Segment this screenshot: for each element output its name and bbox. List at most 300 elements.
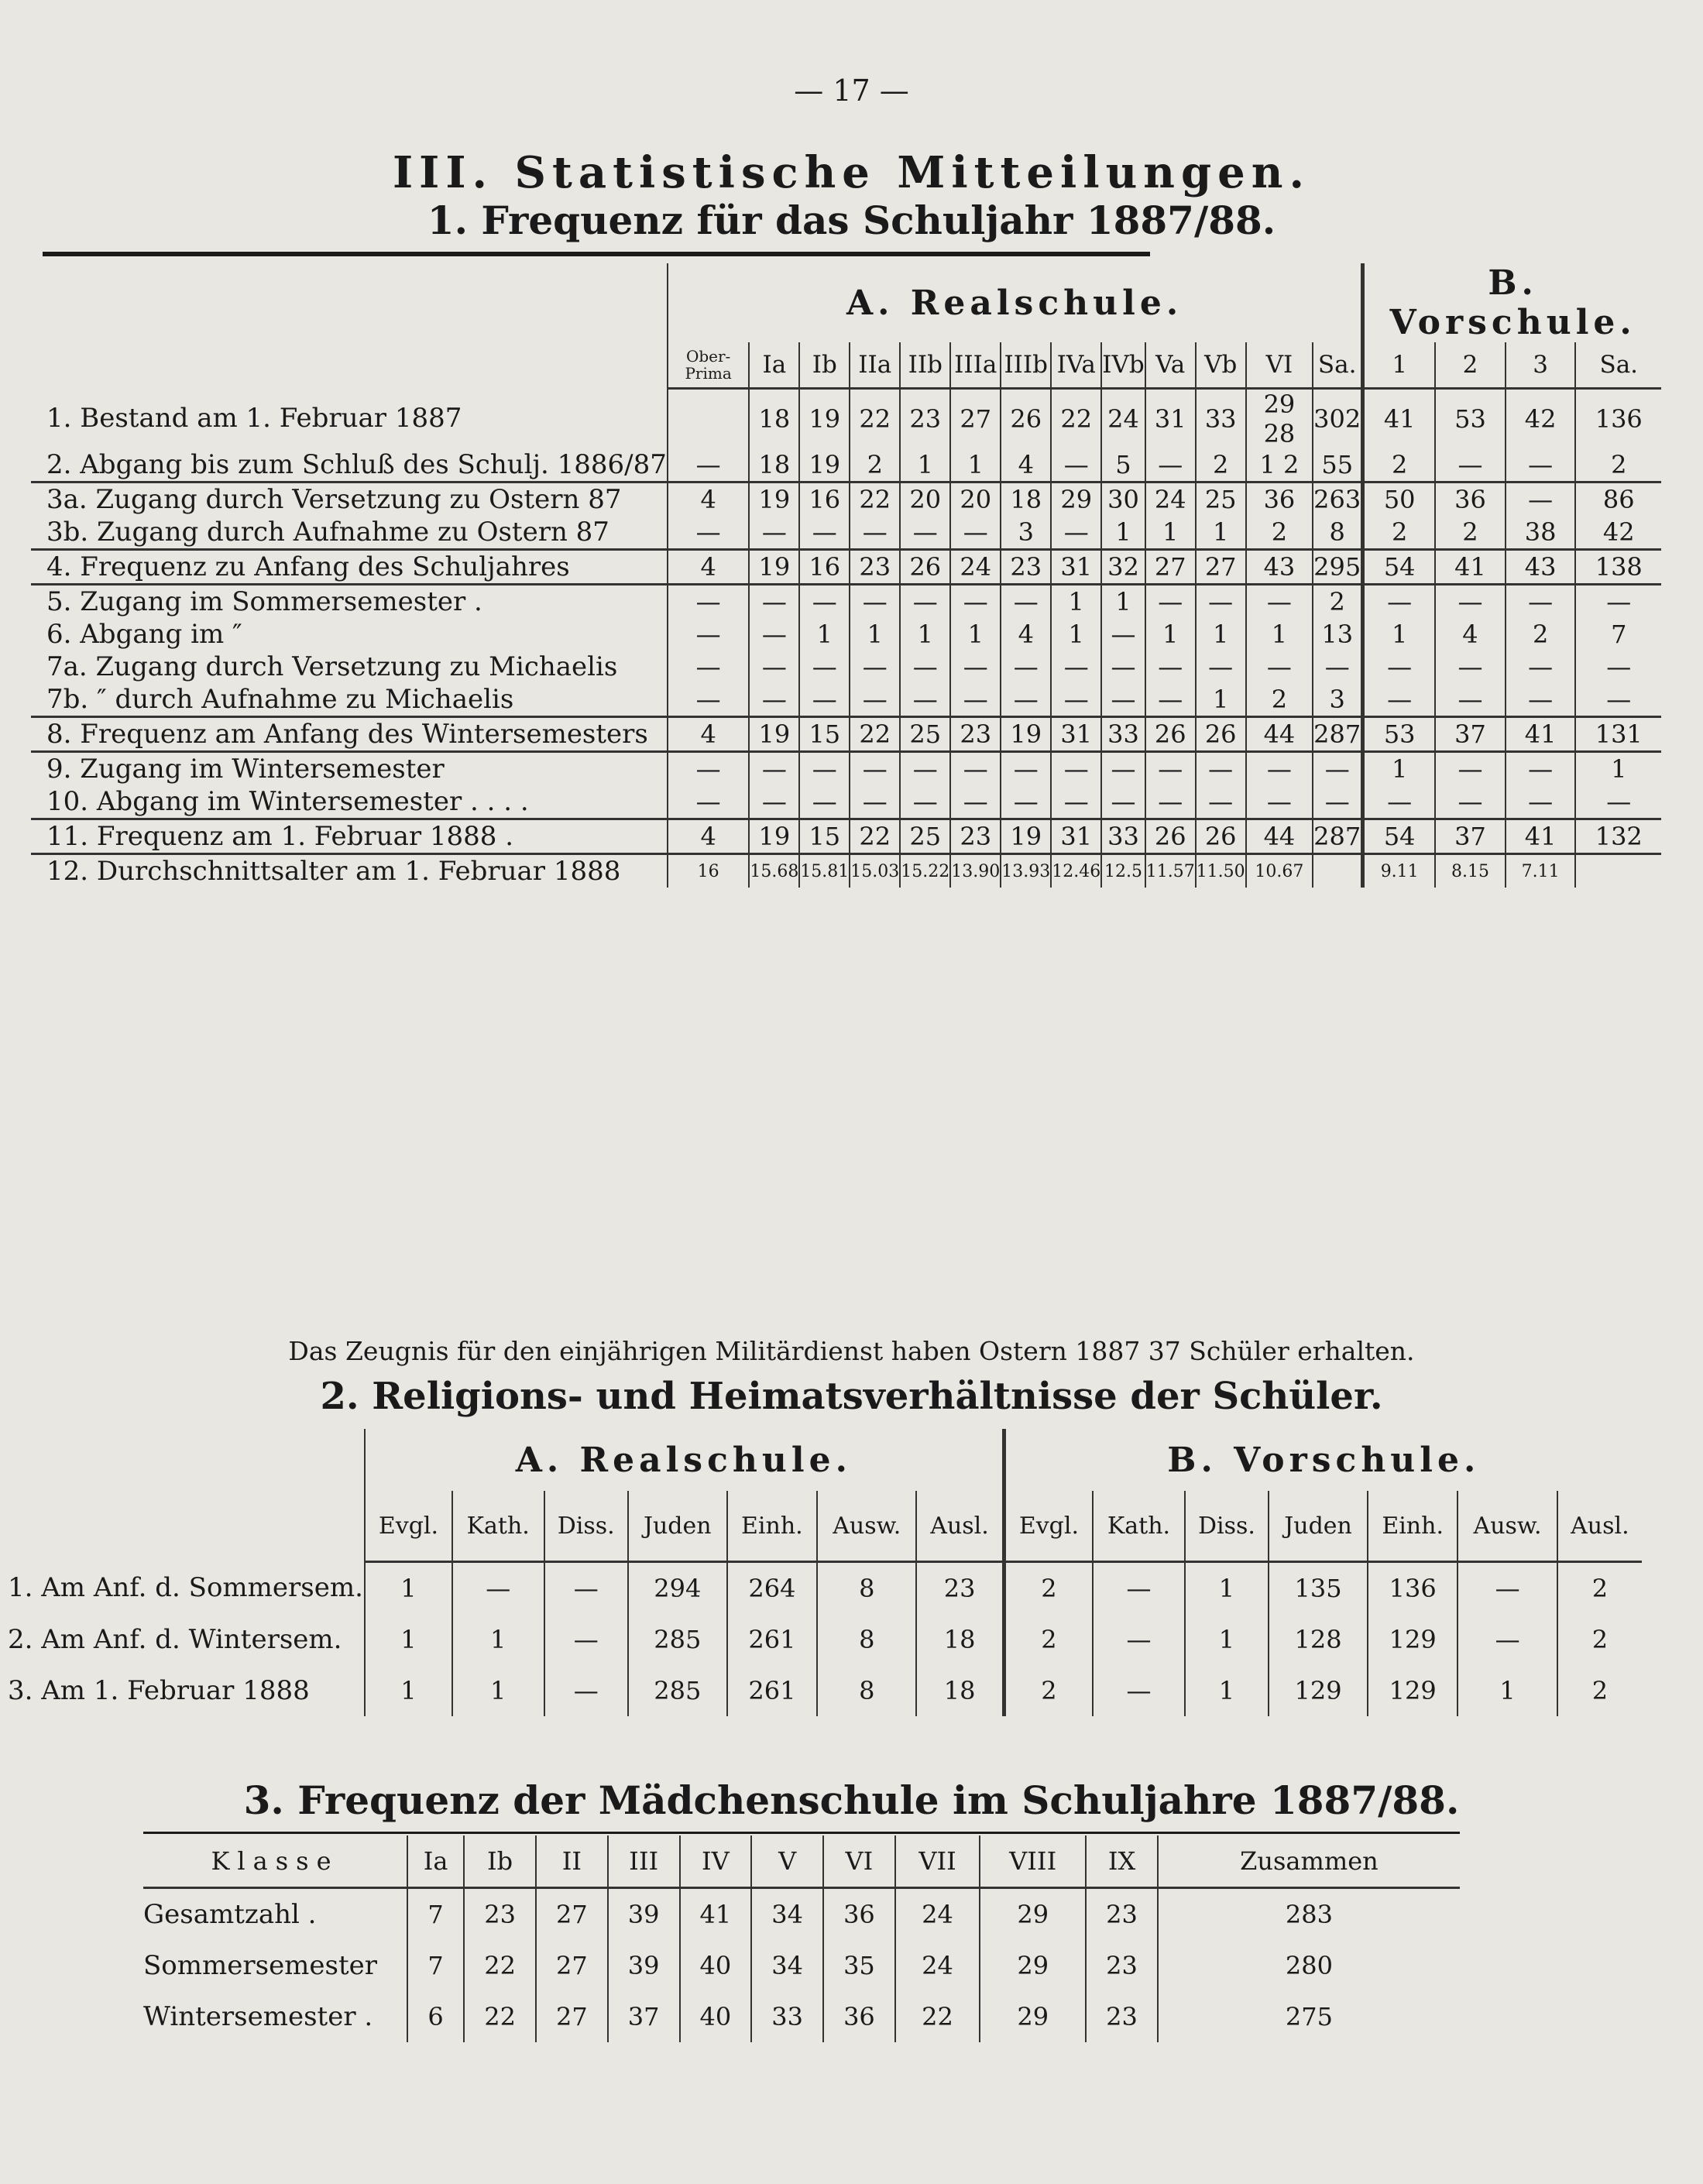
table-cell: — <box>1575 683 1661 717</box>
table-cell: 23 <box>1086 1940 1158 1991</box>
table-cell: 11.50 <box>1196 854 1246 888</box>
table-cell: — <box>1001 683 1051 717</box>
table-cell: 8 <box>817 1665 916 1716</box>
table-cell: — <box>1196 785 1246 819</box>
girls-school-table <box>143 1835 1460 2042</box>
column-header: Einh. <box>1368 1491 1458 1562</box>
table-cell: — <box>1506 683 1576 717</box>
table-cell: 39 <box>608 1940 680 1991</box>
table-cell: 23 <box>464 1888 536 1941</box>
table-cell: 26 <box>900 550 950 585</box>
table-cell: — <box>1435 448 1506 482</box>
table-cell: 2 <box>1004 1614 1093 1665</box>
table-cell: 43 <box>1246 550 1313 585</box>
table-cell: 31 <box>1145 389 1196 449</box>
table-cell: — <box>850 785 900 819</box>
table-cell: — <box>1435 785 1506 819</box>
table-cell: 285 <box>628 1614 727 1665</box>
table-cell: 54 <box>1363 819 1435 854</box>
table-cell: 19 <box>749 717 799 752</box>
column-header: 1 <box>1363 342 1435 389</box>
column-header: Ausl. <box>916 1491 1004 1562</box>
table-cell: — <box>900 516 950 550</box>
table-cell: 1 2 <box>1246 448 1313 482</box>
table-cell: 18 <box>1001 482 1051 517</box>
table-cell: 29 <box>980 1940 1086 1991</box>
table-cell: 24 <box>1145 482 1196 517</box>
column-header: Diss. <box>544 1491 628 1562</box>
column-header: Ausl. <box>1557 1491 1642 1562</box>
table-cell: — <box>1246 651 1313 683</box>
table-cell: — <box>1246 585 1313 619</box>
row-label: 1. Bestand am 1. Februar 1887 <box>46 403 462 434</box>
row-label-header <box>31 263 668 389</box>
table-cell: — <box>1051 448 1101 482</box>
table-cell: 18 <box>916 1614 1004 1665</box>
table-cell: 22 <box>850 819 900 854</box>
table-cell: 37 <box>1435 717 1506 752</box>
table-cell: 34 <box>751 1888 823 1941</box>
table-cell: 53 <box>1435 389 1506 449</box>
row-label: 7b. ″ durch Aufnahme zu Michaelis <box>46 684 514 715</box>
column-header: IIIa <box>950 342 1001 389</box>
table-cell: 15.81 <box>799 854 850 888</box>
table-cell: 22 <box>850 482 900 517</box>
table-cell: 35 <box>823 1940 895 1991</box>
table-cell: 1 <box>365 1665 452 1716</box>
table-cell: 27 <box>536 1940 608 1991</box>
table-cell: 135 <box>1269 1562 1368 1615</box>
table-cell: 24 <box>950 550 1001 585</box>
military-certificate-note: Das Zeugnis für den einjährigen Militärdienst haben Ostern 1887 37 Schüler erhalten. <box>288 1336 1415 1366</box>
table-cell: — <box>1001 585 1051 619</box>
table-cell: 23 <box>1001 550 1051 585</box>
table-cell: — <box>1093 1665 1185 1716</box>
column-header: Diss. <box>1185 1491 1269 1562</box>
table-cell: — <box>1001 785 1051 819</box>
table-cell: — <box>1506 585 1576 619</box>
table-cell: 20 <box>900 482 950 517</box>
row-label: 11. Frequenz am 1. Februar 1888 . <box>31 819 668 854</box>
table-cell: 8 <box>1313 516 1363 550</box>
table-cell: — <box>749 651 799 683</box>
table-row <box>0 1614 1642 1665</box>
table-cell: 294 <box>628 1562 727 1615</box>
table-cell: — <box>1246 785 1313 819</box>
column-header: Ia <box>407 1835 464 1888</box>
table-cell: — <box>1145 683 1196 717</box>
frequency-table <box>31 263 1661 888</box>
table-cell: 1 <box>1185 1614 1269 1665</box>
table-cell: 2 <box>1363 448 1435 482</box>
table-cell: 22 <box>1051 389 1101 449</box>
table-cell: 136 <box>1575 389 1661 449</box>
table-cell: — <box>1145 585 1196 619</box>
table-cell: — <box>668 516 749 550</box>
table-cell: — <box>799 516 850 550</box>
table-cell <box>1575 854 1661 888</box>
table-cell: — <box>1575 585 1661 619</box>
row-label: 8. Frequenz am Anfang des Wintersemesters <box>31 717 668 752</box>
table-cell: — <box>668 785 749 819</box>
column-header: IIa <box>850 342 900 389</box>
table-cell: 1 <box>799 618 850 651</box>
table-cell: 4 <box>668 550 749 585</box>
table-cell: 22 <box>464 1991 536 2042</box>
table-cell: — <box>799 585 850 619</box>
table-cell: 26 <box>1196 717 1246 752</box>
table-cell: 33 <box>1196 389 1246 449</box>
table-cell: — <box>950 683 1001 717</box>
table-cell: — <box>1363 683 1435 717</box>
table-cell: — <box>950 585 1001 619</box>
table-cell: 33 <box>1101 717 1145 752</box>
table-cell: 23 <box>1086 1888 1158 1941</box>
table-cell: 131 <box>1575 717 1661 752</box>
row-label: 2. Am Anf. d. Wintersem. <box>8 1624 342 1655</box>
table-cell: 1 <box>1145 618 1196 651</box>
column-header: 3 <box>1506 342 1576 389</box>
table-cell: — <box>799 683 850 717</box>
table-cell: 19 <box>1001 819 1051 854</box>
table-cell: — <box>950 785 1001 819</box>
table-cell: — <box>799 785 850 819</box>
page-number: — 17 — <box>794 74 909 108</box>
table-cell: 23 <box>950 819 1001 854</box>
table-cell: — <box>1246 752 1313 786</box>
table-cell: 4 <box>668 717 749 752</box>
table-cell: 43 <box>1506 550 1576 585</box>
table-cell: 128 <box>1269 1614 1368 1665</box>
table-cell: 2 <box>1506 618 1576 651</box>
table-cell: 263 <box>1313 482 1363 517</box>
table-cell: 6 <box>407 1991 464 2042</box>
table-cell: 1 <box>1246 618 1313 651</box>
realschule-group-header: A. Realschule. <box>365 1429 1004 1491</box>
table-cell: 2 <box>1557 1614 1642 1665</box>
table-cell: — <box>1313 651 1363 683</box>
table-cell: — <box>1435 752 1506 786</box>
column-header: Einh. <box>727 1491 817 1562</box>
table-cell: 27 <box>1145 550 1196 585</box>
table-cell: — <box>749 618 799 651</box>
table-row <box>31 550 1661 585</box>
table-cell: — <box>850 651 900 683</box>
table-cell: 12.46 <box>1051 854 1101 888</box>
table-cell: 26 <box>1001 389 1051 449</box>
table-row <box>31 651 1661 683</box>
row-label-header <box>0 1429 365 1562</box>
row-label: 12. Durchschnittsalter am 1. Februar 1888 <box>31 854 668 888</box>
table-cell: 36 <box>1435 482 1506 517</box>
table-cell: — <box>1458 1614 1557 1665</box>
row-label: 3b. Zugang durch Aufnahme zu Ostern 87 <box>46 517 609 548</box>
table-cell: 24 <box>1101 389 1145 449</box>
table-cell: 26 <box>1145 717 1196 752</box>
table-cell: 33 <box>1101 819 1145 854</box>
table-row <box>31 482 1661 517</box>
table-cell: 42 <box>1506 389 1576 449</box>
row-label: 4. Frequenz zu Anfang des Schuljahres <box>31 550 668 585</box>
table-cell: — <box>900 651 950 683</box>
table-cell: — <box>1101 651 1145 683</box>
column-header: Sa. <box>1575 342 1661 389</box>
table-cell: 9.11 <box>1363 854 1435 888</box>
table-row <box>143 1888 1460 1941</box>
title-rule <box>143 1832 1460 1834</box>
table-row <box>31 448 1661 482</box>
table2-title: 2. Religions- und Heimatsverhältnisse der Schüler. <box>320 1375 1383 1418</box>
table-cell: 7 <box>407 1940 464 1991</box>
table-cell: 1 <box>452 1665 544 1716</box>
table-cell: 302 <box>1313 389 1363 449</box>
table-cell: 1 <box>850 618 900 651</box>
table-cell: 29 <box>980 1888 1086 1941</box>
table-row <box>31 819 1661 854</box>
table-cell: — <box>950 651 1001 683</box>
table-row <box>31 683 1661 717</box>
table-cell: 16 <box>799 550 850 585</box>
table-cell: — <box>452 1562 544 1615</box>
table-cell: — <box>1051 785 1101 819</box>
table-cell: 31 <box>1051 717 1101 752</box>
table-cell: — <box>950 752 1001 786</box>
column-header: Kath. <box>452 1491 544 1562</box>
vorschule-group-header: B. Vorschule. <box>1363 263 1661 342</box>
table-cell: 8 <box>817 1562 916 1615</box>
table-cell: — <box>1506 752 1576 786</box>
table-cell: — <box>850 585 900 619</box>
table-cell: 2 <box>1004 1562 1093 1615</box>
table-cell: 19 <box>1001 717 1051 752</box>
table-cell: 18 <box>749 389 799 449</box>
table-cell: 23 <box>850 550 900 585</box>
table-cell: 33 <box>751 1991 823 2042</box>
table-cell: 10.67 <box>1246 854 1313 888</box>
column-header: Evgl. <box>365 1491 452 1562</box>
column-header: Va <box>1145 342 1196 389</box>
table-cell: 16 <box>668 854 749 888</box>
table-cell: — <box>1435 683 1506 717</box>
table-cell: 41 <box>1506 819 1576 854</box>
table-cell: 19 <box>749 819 799 854</box>
table-cell: 261 <box>727 1614 817 1665</box>
table-row <box>31 717 1661 752</box>
table-cell: 25 <box>1196 482 1246 517</box>
table-cell: 39 <box>608 1888 680 1941</box>
table-cell: 27 <box>536 1888 608 1941</box>
table-cell: 264 <box>727 1562 817 1615</box>
table-cell <box>668 389 749 449</box>
column-header: Ia <box>749 342 799 389</box>
table-cell: — <box>799 651 850 683</box>
table-row <box>31 854 1661 888</box>
row-label: 5. Zugang im Sommersemester . <box>31 585 668 619</box>
table-cell: 54 <box>1363 550 1435 585</box>
table-cell: 1 <box>900 618 950 651</box>
table-cell: — <box>1145 785 1196 819</box>
table-cell: 40 <box>680 1991 752 2042</box>
table-cell: 287 <box>1313 819 1363 854</box>
table-cell: 1 <box>1575 752 1661 786</box>
column-header: Juden <box>1269 1491 1368 1562</box>
table-cell: 36 <box>823 1888 895 1941</box>
table-cell: 136 <box>1368 1562 1458 1615</box>
table-cell: 7.11 <box>1506 854 1576 888</box>
row-label: Wintersemester . <box>143 2001 373 2032</box>
table-cell: — <box>544 1665 628 1716</box>
vorschule-group-header: B. Vorschule. <box>1004 1429 1642 1491</box>
table-cell: 15.22 <box>900 854 950 888</box>
column-header: Evgl. <box>1004 1491 1093 1562</box>
table-cell: 1 <box>1101 516 1145 550</box>
table-cell: — <box>749 683 799 717</box>
table-row <box>31 389 1661 449</box>
table-cell: 26 <box>1145 819 1196 854</box>
table-cell: 1 <box>365 1562 452 1615</box>
table-cell: — <box>1145 752 1196 786</box>
table-cell: 36 <box>1246 482 1313 517</box>
table-cell: — <box>900 585 950 619</box>
column-header: Kath. <box>1093 1491 1185 1562</box>
column-header: Ib <box>464 1835 536 1888</box>
table-cell: 1 <box>1196 618 1246 651</box>
table-cell: 2 <box>1246 516 1313 550</box>
table-cell: 31 <box>1051 819 1101 854</box>
table-cell: 27 <box>1196 550 1246 585</box>
table-cell: — <box>1196 651 1246 683</box>
table-cell: — <box>1313 752 1363 786</box>
table-cell: 7 <box>407 1888 464 1941</box>
table-cell: 53 <box>1363 717 1435 752</box>
table-cell: — <box>1145 651 1196 683</box>
table-cell: 41 <box>1363 389 1435 449</box>
table-cell: — <box>900 752 950 786</box>
row-label: Gesamtzahl . <box>143 1899 317 1930</box>
table-cell: 8 <box>817 1614 916 1665</box>
table-cell: 30 <box>1101 482 1145 517</box>
table-cell: 23 <box>1086 1991 1158 2042</box>
table-cell: 2 <box>1557 1665 1642 1716</box>
column-header: II <box>536 1835 608 1888</box>
table-cell: — <box>1196 752 1246 786</box>
table-cell: — <box>1363 585 1435 619</box>
table-cell: 25 <box>900 819 950 854</box>
column-header: IIb <box>900 342 950 389</box>
table-cell: 4 <box>668 482 749 517</box>
table-cell: 18 <box>749 448 799 482</box>
table-cell: 1 <box>1051 585 1101 619</box>
table-cell: 15.03 <box>850 854 900 888</box>
table-cell: 1 <box>950 448 1001 482</box>
table-cell: — <box>850 752 900 786</box>
table-cell: 2 <box>1435 516 1506 550</box>
table-cell: 1 <box>1101 585 1145 619</box>
table-cell: — <box>799 752 850 786</box>
table-cell: — <box>1506 651 1576 683</box>
table-cell: 19 <box>749 550 799 585</box>
table-cell: 40 <box>680 1940 752 1991</box>
table-cell: 132 <box>1575 819 1661 854</box>
table-cell: — <box>1458 1562 1557 1615</box>
table-cell: — <box>850 516 900 550</box>
table-cell: 13 <box>1313 618 1363 651</box>
table-cell: — <box>900 785 950 819</box>
table-cell: 129 <box>1368 1614 1458 1665</box>
table-row <box>143 1940 1460 1991</box>
table-cell: — <box>1363 651 1435 683</box>
table-cell: 280 <box>1158 1940 1460 1991</box>
table-cell: — <box>668 752 749 786</box>
table-cell: — <box>668 618 749 651</box>
table-cell: 32 <box>1101 550 1145 585</box>
table-row <box>31 618 1661 651</box>
row-label: 1. Am Anf. d. Sommersem. <box>8 1572 363 1604</box>
column-header: IV <box>680 1835 752 1888</box>
table-row <box>31 785 1661 819</box>
table-cell: 25 <box>900 717 950 752</box>
table-cell: 50 <box>1363 482 1435 517</box>
table-cell: 18 <box>916 1665 1004 1716</box>
table-cell: 11.57 <box>1145 854 1196 888</box>
table-cell: 13.90 <box>950 854 1001 888</box>
table-cell: 15 <box>799 819 850 854</box>
table-cell: — <box>668 683 749 717</box>
table-row <box>31 516 1661 550</box>
table-cell: — <box>668 651 749 683</box>
column-header: VIII <box>980 1835 1086 1888</box>
table-cell: 44 <box>1246 717 1313 752</box>
table-cell: 36 <box>823 1991 895 2042</box>
table-cell: 22 <box>850 717 900 752</box>
table-cell: 22 <box>895 1991 980 2042</box>
table-cell: — <box>1001 752 1051 786</box>
table-cell: 31 <box>1051 550 1101 585</box>
table-cell: 2 <box>1557 1562 1642 1615</box>
table-cell: 3 <box>1001 516 1051 550</box>
table-cell: — <box>749 516 799 550</box>
table-cell: 19 <box>749 482 799 517</box>
table-cell: 27 <box>950 389 1001 449</box>
table-cell: 42 <box>1575 516 1661 550</box>
table-cell: 15 <box>799 717 850 752</box>
table-cell: — <box>1093 1614 1185 1665</box>
table-cell: 41 <box>1506 717 1576 752</box>
table-cell <box>1313 854 1363 888</box>
table-cell: 23 <box>950 717 1001 752</box>
table-cell: 24 <box>895 1940 980 1991</box>
table-cell: 138 <box>1575 550 1661 585</box>
table-cell: 1 <box>1458 1665 1557 1716</box>
table-cell: 4 <box>1001 618 1051 651</box>
table-cell: — <box>544 1562 628 1615</box>
table-cell: 283 <box>1158 1888 1460 1941</box>
table-cell: 4 <box>1001 448 1051 482</box>
table-row <box>143 1991 1460 2042</box>
table-cell: 55 <box>1313 448 1363 482</box>
column-header: V <box>751 1835 823 1888</box>
table-cell: 1 <box>1196 683 1246 717</box>
table3-title: 3. Frequenz der Mädchenschule im Schuljahre 1887/88. <box>243 1777 1460 1823</box>
table-cell: — <box>900 683 950 717</box>
table-cell: — <box>749 785 799 819</box>
table-cell: 1 <box>1185 1562 1269 1615</box>
table-cell: 5 <box>1101 448 1145 482</box>
column-header: 2 <box>1435 342 1506 389</box>
table-cell: 287 <box>1313 717 1363 752</box>
column-header: Ausw. <box>1458 1491 1557 1562</box>
table-cell: 37 <box>608 1991 680 2042</box>
